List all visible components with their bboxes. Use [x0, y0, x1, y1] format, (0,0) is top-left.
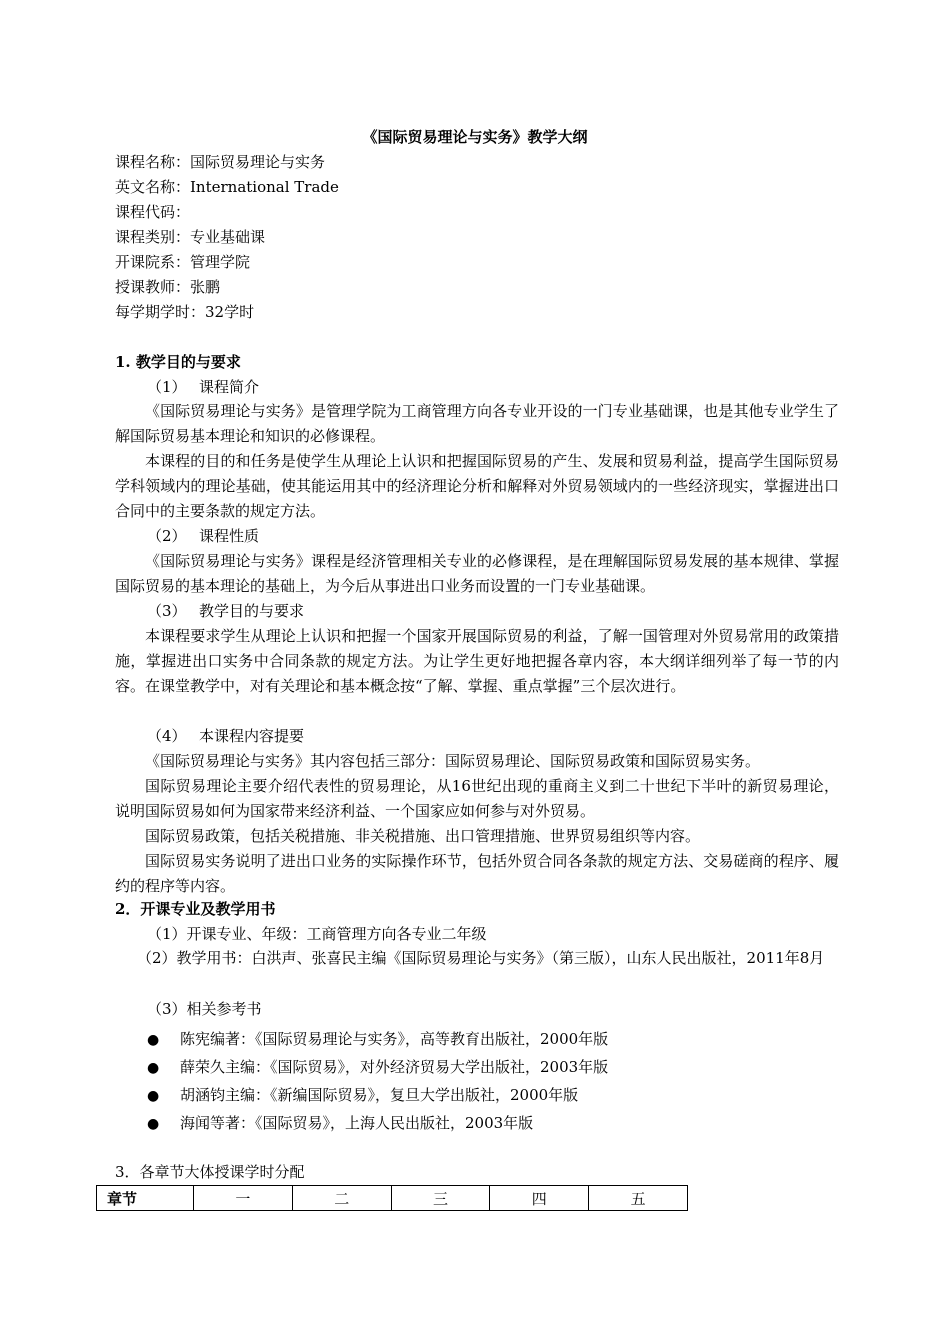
reference-item — [147, 1113, 533, 1134]
subheading-label: 教学目的与要求 — [199, 602, 305, 620]
hours-allocation-table — [96, 1185, 688, 1211]
section-2-heading: 2．开课专业及教学用书 — [115, 900, 276, 918]
subheading-course-intro — [147, 377, 259, 397]
reference-text: 薛荣久主编：《国际贸易》，对外经济贸易大学出版社，2003年版 — [180, 1058, 609, 1076]
paragraph-trade-theory: 国际贸易理论主要介绍代表性的贸易理论，从16世纪出现的重商主义到二十世纪下半叶的新贸易理论，说明国际贸易如何为国家带来经济利益、一个国家应如何参与对外贸易。 — [115, 777, 839, 820]
course-code: 课程代码： — [115, 203, 191, 221]
course-category: 课程类别：专业基础课 — [115, 228, 266, 246]
reference-item — [147, 1029, 608, 1050]
instructor: 授课教师：张鹏 — [115, 278, 221, 296]
paragraph-purpose: 本课程的目的和任务是使学生从理论上认识和把握国际贸易的产生、发展和贸易利益，提高学生国际贸易学科领域内的理论基础，使其能运用其中的经济理论分析和解释对外贸易领域内的一些经济现实，掌握进出口合同中的主要条款的规定方法。 — [115, 452, 839, 520]
table-row — [97, 1186, 688, 1211]
subheading-number: （4） — [147, 727, 187, 745]
subheading-label: 课程简介 — [199, 378, 260, 396]
paragraph-intro: 《国际贸易理论与实务》是管理学院为工商管理方向各专业开设的一门专业基础课，也是其他专业学生了解国际贸易基本理论和知识的必修课程。 — [115, 402, 839, 445]
document-title: 《国际贸易理论与实务》教学大纲 — [362, 128, 588, 146]
table-cell: 二 — [292, 1186, 391, 1211]
subheading-number: （2） — [147, 527, 187, 545]
bullet-icon: ● — [147, 1116, 160, 1132]
table-cell: 一 — [194, 1186, 293, 1211]
reference-item — [147, 1057, 608, 1078]
section-3-heading: 3．各章节大体授课学时分配 — [115, 1163, 305, 1181]
subheading-label: 课程性质 — [199, 527, 260, 545]
subheading-number: （1） — [147, 378, 187, 396]
reference-text: 陈宪编著：《国际贸易理论与实务》，高等教育出版社，2000年版 — [180, 1030, 609, 1048]
bullet-icon: ● — [147, 1060, 160, 1076]
paragraph-trade-policy: 国际贸易政策，包括关税措施、非关税措施、出口管理措施、世界贸易组织等内容。 — [145, 827, 701, 845]
paragraph-content-parts: 《国际贸易理论与实务》其内容包括三部分：国际贸易理论、国际贸易政策和国际贸易实务。 — [145, 752, 761, 770]
subheading-objectives — [147, 601, 304, 621]
subheading-content-summary — [147, 726, 304, 746]
table-header-cell: 章节 — [97, 1186, 194, 1211]
reference-item — [147, 1085, 578, 1106]
subheading-number: （3） — [147, 602, 187, 620]
reference-text: 胡涵钧主编：《新编国际贸易》，复旦大学出版社，2000年版 — [180, 1086, 579, 1104]
bullet-icon: ● — [147, 1088, 160, 1104]
majors-and-grade: （1）开课专业、年级：工商管理方向各专业二年级 — [147, 925, 487, 943]
paragraph-trade-practice: 国际贸易实务说明了进出口业务的实际操作环节，包括外贸合同各条款的规定方法、交易磋商的程序、履约的程序等内容。 — [115, 852, 839, 895]
subheading-label: 本课程内容提要 — [199, 727, 305, 745]
credit-hours: 每学期学时：32学时 — [115, 303, 255, 321]
paragraph-objectives: 本课程要求学生从理论上认识和把握一个国家开展国际贸易的利益，了解一国管理对外贸易常用的政策措施，掌握进出口实务中合同条款的规定方法。为让学生更好地把握各章内容，本大纲详细列举了每一节的内容。在课堂教学中，对有关理论和基本概念按“了解、掌握、重点掌握”三个层次进行。 — [115, 627, 839, 695]
subheading-course-nature — [147, 526, 259, 546]
section-1-heading: 1. 教学目的与要求 — [115, 353, 241, 371]
table-cell: 三 — [391, 1186, 490, 1211]
reference-text: 海闻等著：《国际贸易》，上海人民出版社，2003年版 — [180, 1114, 534, 1132]
textbook: （2）教学用书：白洪声、张喜民主编《国际贸易理论与实务》（第三版），山东人民出版社，2011年8月 — [137, 949, 825, 967]
english-name: 英文名称：International Trade — [115, 178, 339, 196]
reference-books-heading: （3）相关参考书 — [147, 1000, 262, 1018]
table-cell: 五 — [589, 1186, 688, 1211]
paragraph-nature: 《国际贸易理论与实务》课程是经济管理相关专业的必修课程，是在理解国际贸易发展的基本规律、掌握国际贸易的基本理论的基础上，为今后从事进出口业务而设置的一门专业基础课。 — [115, 552, 839, 595]
department: 开课院系：管理学院 — [115, 253, 251, 271]
table-cell: 四 — [490, 1186, 589, 1211]
course-name: 课程名称：国际贸易理论与实务 — [115, 153, 326, 171]
bullet-icon: ● — [147, 1032, 160, 1048]
